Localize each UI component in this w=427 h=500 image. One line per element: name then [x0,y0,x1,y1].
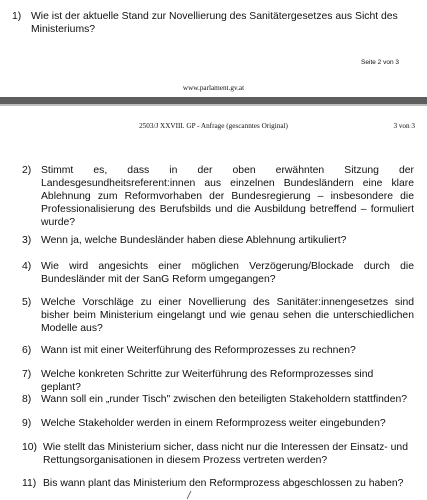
question-text: Stimmt es, dass in der oben erwähnten Sitzung der Landesgesundheitsreferent:innen aus einzelnen Bundesländern eine klare Ablehnung zum Reformvorhaben der Bundesregierung – insbesondere die Professionalisierung des Berufsbilds und die Ausbildung betreffend – formuliert wurde? [41,165,414,228]
question-number: 6) [22,345,32,356]
question-text: Welche Vorschläge zu einer Novellierung des Sanitäter:innengesetzes sind bisher beim Ministerium eingelangt und wie genau sehen die unterschiedlichen Modelle aus? [41,297,414,334]
question-number: 4) [22,261,32,272]
footer-url: www.parlament.gv.at [182,84,245,92]
question-text: Wie stellt das Ministerium sicher, dass nicht nur die Interessen der Einsatz- und Rettungsorganisationen in diesem Prozess vertreten werden? [43,442,408,466]
question-text: Welche konkreten Schritte zur Weiterführung des Reformprozesses sind geplant? [41,369,374,393]
page-separator [0,97,427,104]
question-number: 1) [12,11,22,22]
page-number: Seite 2 von 3 [361,59,399,66]
question-number: 5) [22,297,32,308]
question-number: 7) [22,369,32,380]
page-separator-shadow [0,104,427,106]
question-number: 3) [22,235,32,246]
question-number: 9) [22,418,32,429]
question-text: Bis wann plant das Ministerium den Reformprozess abgeschlossen zu haben? [43,478,404,489]
question-number: 8) [22,394,32,405]
page-2-bottom [0,0,427,100]
document-header: 2503/J XXVIII. GP - Anfrage (gescanntes Original) [139,122,288,130]
pen-mark [186,490,192,500]
question-text: Welche Stakeholder werden in einem Reformprozess weiter eingebunden? [41,418,386,429]
question-text: Wann ist mit einer Weiterführung des Reformprozesses zu rechnen? [41,345,356,356]
question-text: Wie ist der aktuelle Stand zur Novellierung des Sanitätergesetzes aus Sicht des Ministeriums? [31,11,398,35]
question-number: 11) [22,478,37,489]
question-number: 2) [22,165,32,176]
question-text: Wenn ja, welche Bundesländer haben diese Ablehnung artikuliert? [41,235,347,246]
question-number: 10) [22,442,38,453]
question-text: Wie wird angesichts einer möglichen Verzögerung/Blockade durch die Bundesländer mit der SanG Reform umgegangen? [41,261,414,285]
question-text: Wann soll ein „runder Tisch" zwischen den beteiligten Stakeholdern stattfinden? [41,394,408,405]
page-counter: 3 von 3 [393,122,415,130]
